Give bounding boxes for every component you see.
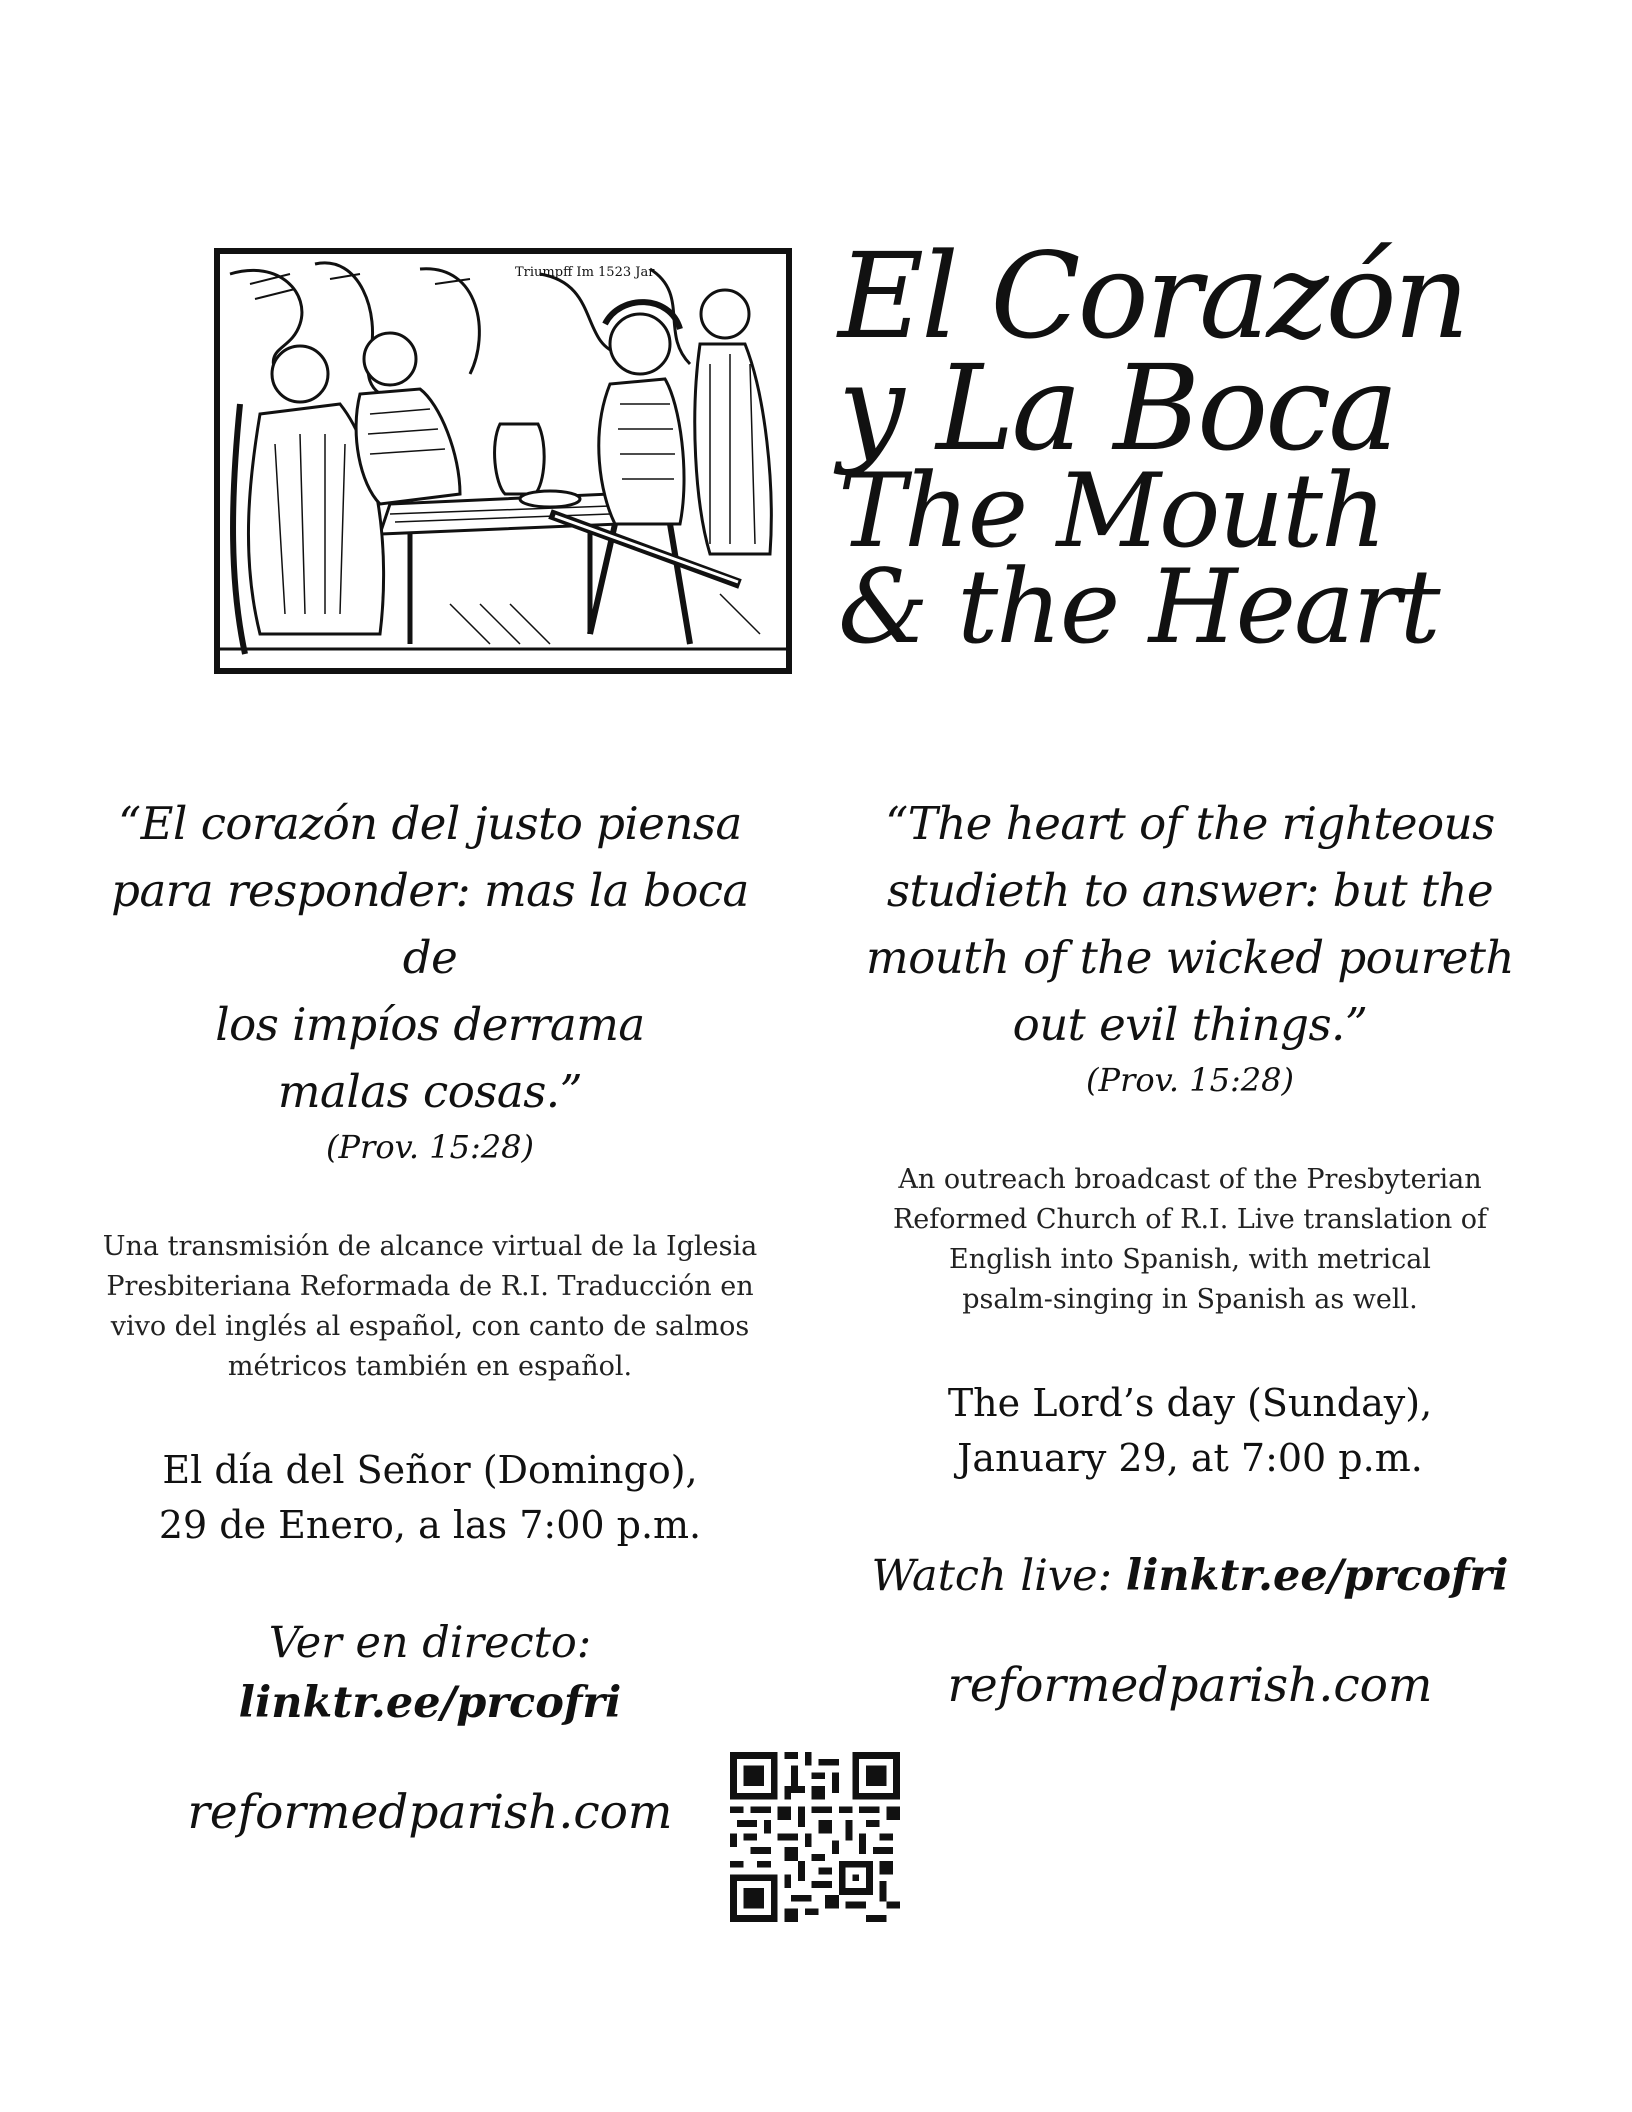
english-description-line: Reformed Church of R.I. Live translation of <box>892 1204 1488 1235</box>
english-quote-line: mouth of the wicked poureth <box>866 931 1514 984</box>
title-spanish-line2: y La Boca <box>838 339 1396 477</box>
spanish-watch-label: Ver en directo: <box>268 1618 592 1668</box>
spanish-column <box>80 790 780 1843</box>
english-quote-line: out evil things.” <box>1012 998 1368 1051</box>
english-watch-label: Watch live: <box>871 1551 1113 1601</box>
english-description-line: English into Spanish, with metrical <box>949 1244 1431 1275</box>
spanish-description-line: Presbiteriana Reformada de R.I. Traducción en <box>106 1271 754 1302</box>
english-column <box>840 790 1540 1716</box>
english-description-line: psalm-singing in Spanish as well. <box>962 1284 1418 1315</box>
english-date-line: The Lord’s day (Sunday), <box>947 1381 1433 1425</box>
woodcut-inscription: Triumpff Im 1523 Jar <box>515 265 655 280</box>
english-quote <box>840 790 1540 1058</box>
spanish-description <box>80 1227 780 1387</box>
spanish-reference: (Prov. 15:28) <box>326 1128 534 1166</box>
spanish-description-line: Una transmisión de alcance virtual de la Iglesia <box>102 1231 758 1262</box>
spanish-watch-live <box>80 1613 780 1733</box>
qr-code[interactable] <box>730 1752 900 1922</box>
english-watch-link[interactable]: linktr.ee/prcofri <box>1125 1551 1509 1601</box>
spanish-quote-line: “El corazón del justo piensa <box>118 797 742 850</box>
title-english-line1: The Mouth <box>838 452 1385 571</box>
english-quote-line: “The heart of the righteous <box>885 797 1495 850</box>
woodcut-drawing <box>220 254 786 668</box>
english-quote-line: studieth to answer: but the <box>886 864 1494 917</box>
spanish-quote-line: los impíos derrama <box>215 998 645 1051</box>
title-block <box>838 227 1598 667</box>
woodcut-illustration <box>214 248 792 674</box>
spanish-description-line: vivo del inglés al español, con canto de salmos <box>110 1311 750 1342</box>
english-reference: (Prov. 15:28) <box>1086 1061 1294 1099</box>
english-date <box>840 1376 1540 1486</box>
english-description-line: An outreach broadcast of the Presbyterian <box>898 1164 1482 1195</box>
title-spanish-line1: El Corazón <box>838 227 1467 365</box>
spanish-website-link[interactable]: reformedparish.com <box>187 1785 673 1840</box>
english-website-link[interactable]: reformedparish.com <box>947 1658 1433 1713</box>
spanish-date <box>80 1443 780 1553</box>
spanish-date-line: 29 de Enero, a las 7:00 p.m. <box>158 1503 702 1547</box>
english-description <box>840 1160 1540 1320</box>
qr-code-icon <box>730 1752 900 1922</box>
english-date-line: January 29, at 7:00 p.m. <box>957 1436 1423 1480</box>
english-watch-live <box>840 1546 1540 1606</box>
spanish-description-line: métricos también en español. <box>227 1351 633 1382</box>
spanish-quote-line: para responder: mas la boca de <box>111 864 749 984</box>
spanish-watch-link[interactable]: linktr.ee/prcofri <box>238 1678 622 1728</box>
spanish-quote-line: malas cosas.” <box>277 1065 583 1118</box>
spanish-date-line: El día del Señor (Domingo), <box>162 1448 698 1492</box>
title-english-line2: & the Heart <box>838 548 1439 667</box>
spanish-quote <box>80 790 780 1125</box>
